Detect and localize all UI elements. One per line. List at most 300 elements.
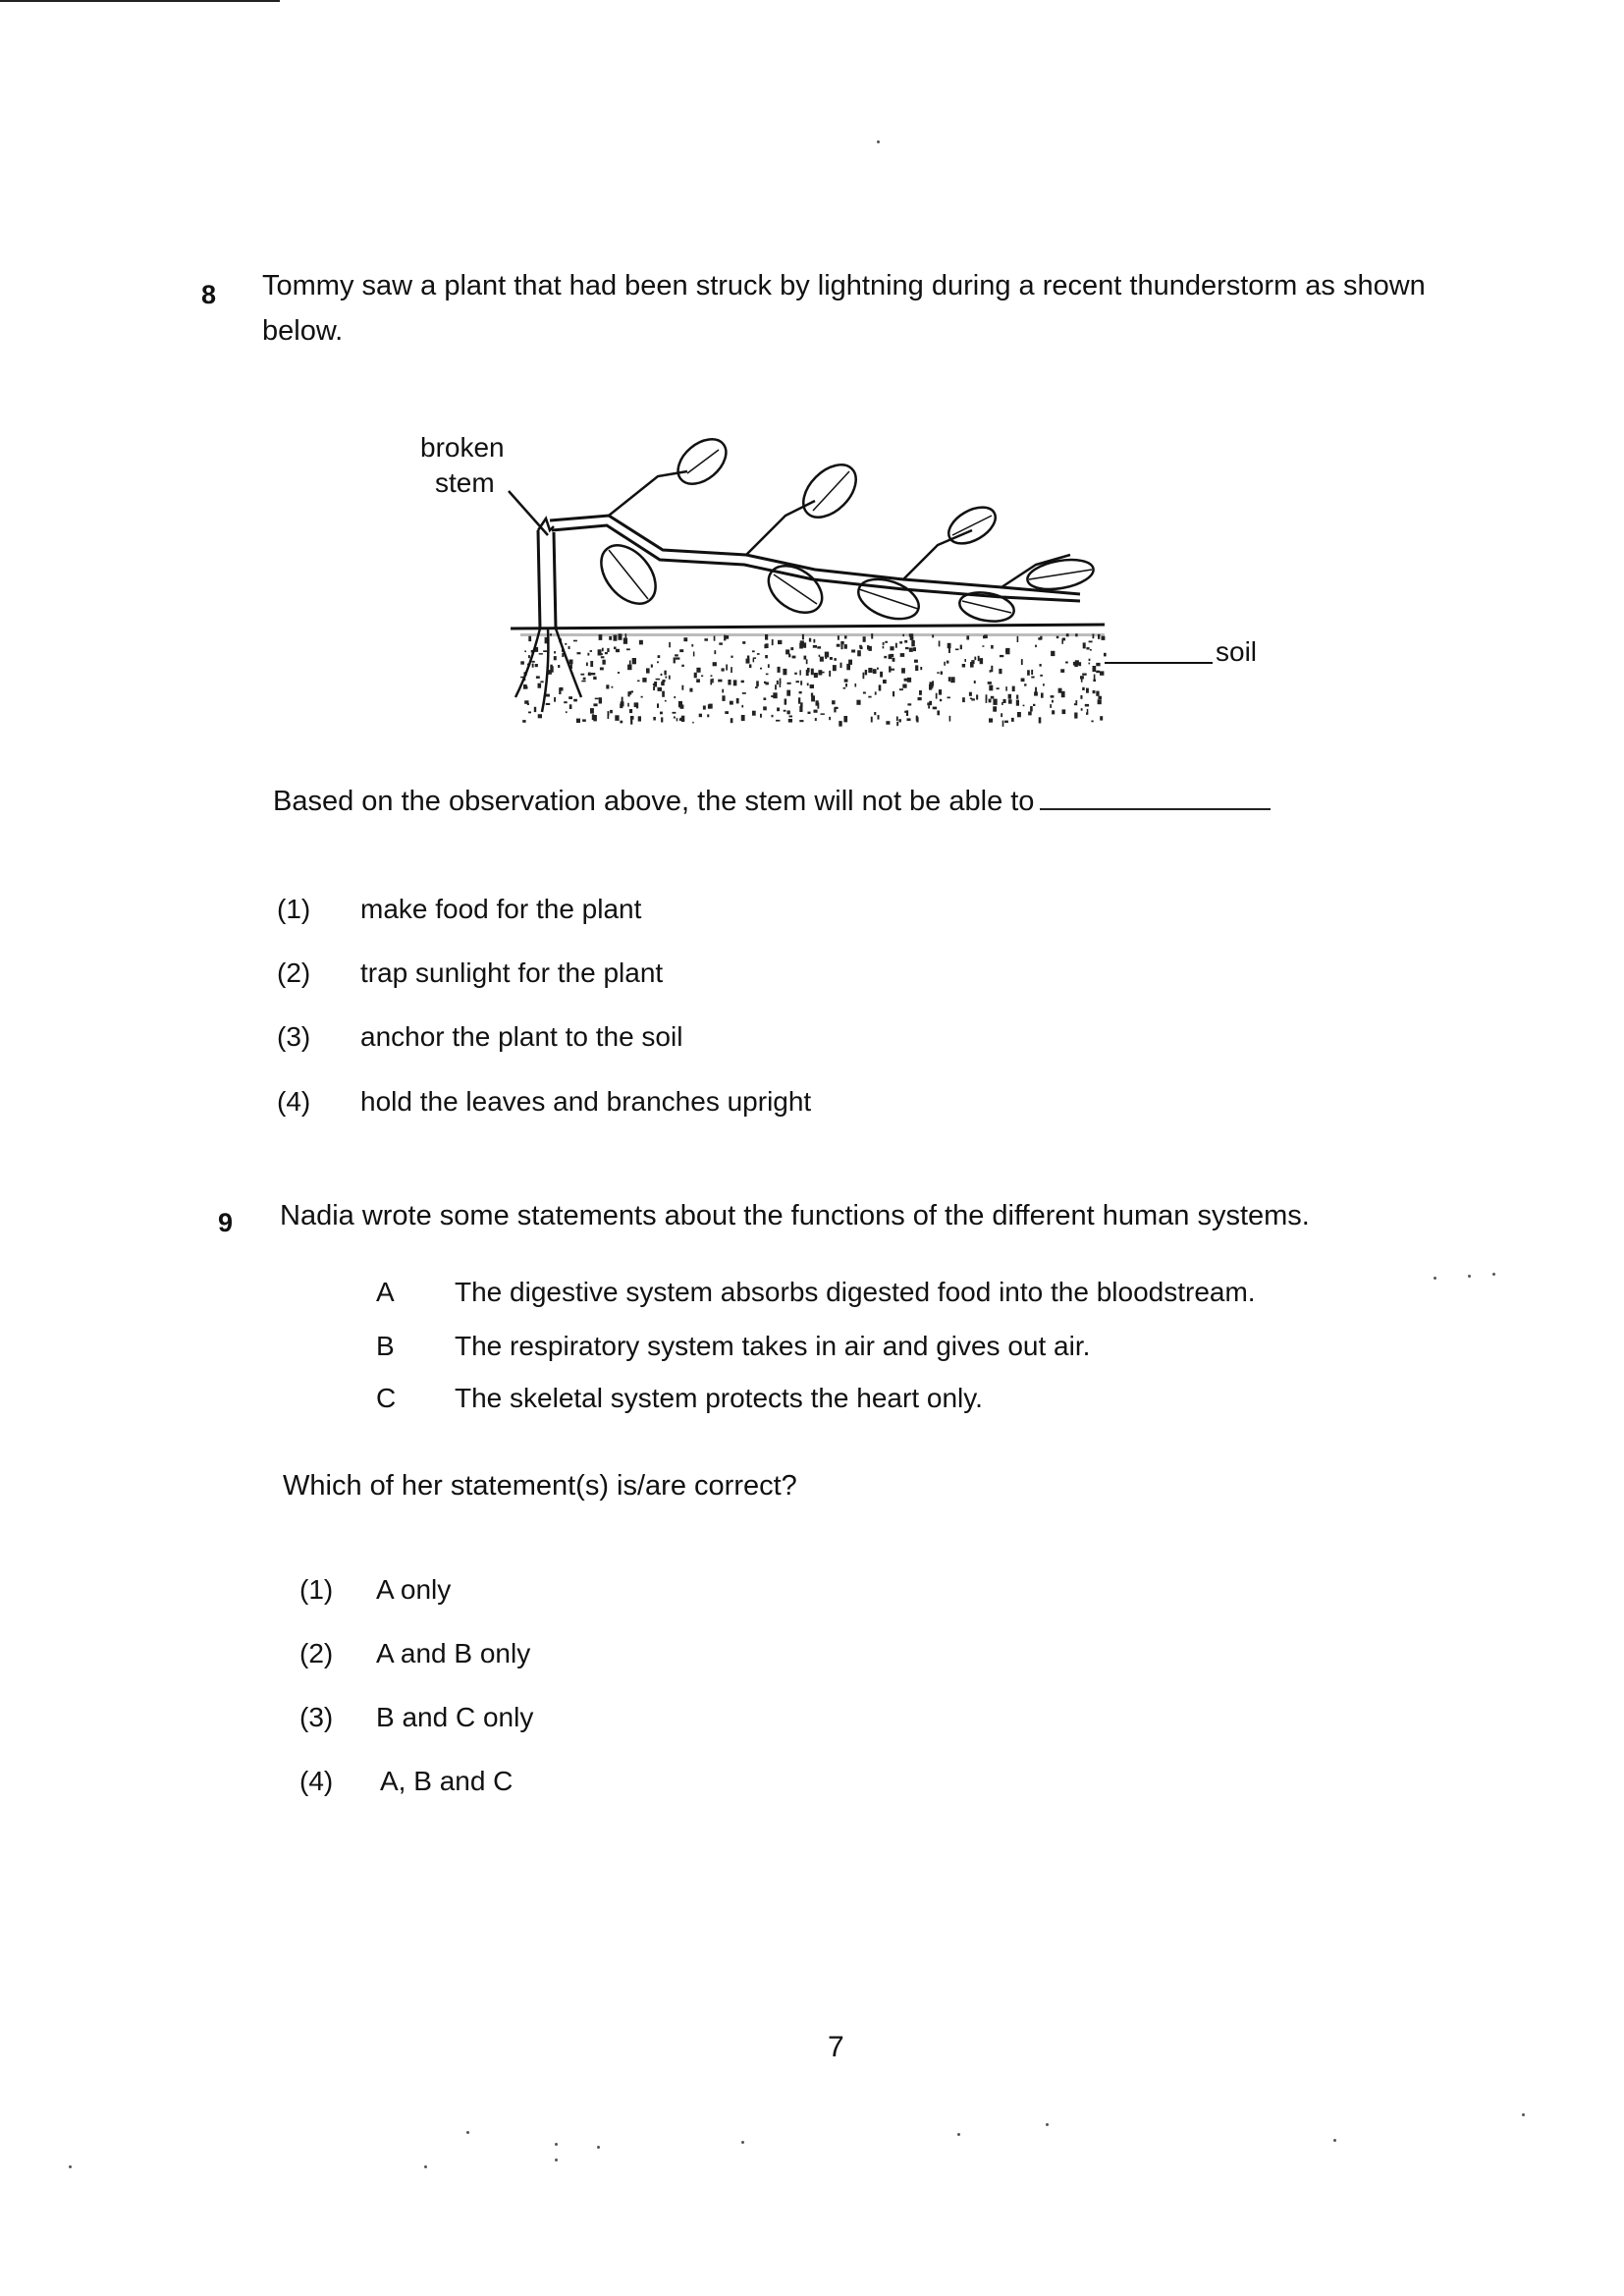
- statement-label: B: [376, 1331, 395, 1361]
- soil-grain: [1035, 687, 1037, 692]
- soil-grain: [674, 696, 676, 698]
- soil-grain: [664, 671, 666, 676]
- soil-grain: [815, 718, 817, 721]
- soil-grain: [821, 713, 825, 715]
- soil-grain: [878, 715, 880, 720]
- soil-grain: [834, 708, 836, 713]
- soil-grain: [1061, 691, 1065, 697]
- soil-grain: [899, 688, 903, 690]
- soil-grain: [1098, 634, 1100, 639]
- soil-grain: [783, 669, 786, 675]
- soil-grain: [1100, 671, 1104, 675]
- scan-speck: [69, 2165, 72, 2168]
- soil-grain: [807, 683, 809, 686]
- soil-grain: [988, 682, 992, 684]
- soil-grain: [841, 644, 843, 650]
- soil-grain: [538, 683, 542, 688]
- scan-speck: [555, 2159, 558, 2161]
- soil-grain: [877, 668, 879, 670]
- soil-grain: [1080, 695, 1082, 699]
- soil-grain: [696, 668, 700, 673]
- soil-grain: [618, 672, 620, 674]
- soil-grain: [846, 664, 850, 670]
- soil-grain: [990, 670, 992, 673]
- soil-grain: [616, 649, 620, 652]
- scan-speck: [877, 140, 880, 143]
- question-9-prompt: Which of her statement(s) is/are correct?: [283, 1470, 797, 1502]
- soil-grain: [1004, 721, 1008, 724]
- soil-grain: [722, 668, 725, 671]
- soil-grain: [871, 633, 873, 638]
- scan-speck: [1492, 1273, 1495, 1276]
- soil-grain: [1017, 636, 1019, 642]
- scan-speck: [1468, 1275, 1471, 1278]
- soil-grain: [1030, 706, 1033, 711]
- soil-grain: [896, 717, 898, 722]
- soil-grain: [1040, 664, 1042, 667]
- scan-speck: [424, 2165, 427, 2168]
- scan-speck: [1434, 1277, 1436, 1280]
- soil-grain: [637, 681, 639, 683]
- soil-grain: [692, 722, 694, 724]
- soil-grain: [620, 721, 623, 724]
- soil-grain: [590, 708, 594, 714]
- soil-grain: [904, 640, 907, 643]
- scan-speck: [466, 2131, 469, 2134]
- statement-label: C: [376, 1383, 397, 1413]
- soil-grain: [590, 650, 592, 652]
- soil-grain: [728, 680, 731, 685]
- page-number: 7: [828, 2031, 844, 2063]
- soil-grain: [1016, 695, 1018, 699]
- soil-grain: [993, 706, 997, 711]
- soil-grain: [580, 674, 584, 676]
- soil-grain: [1008, 694, 1011, 699]
- soil-grain: [601, 656, 605, 658]
- soil-grain: [599, 634, 603, 640]
- soil-grain: [821, 672, 824, 674]
- option-number: (1): [299, 1574, 334, 1605]
- soil-grain: [726, 665, 728, 671]
- soil-grain: [880, 672, 883, 678]
- soil-grain: [606, 684, 609, 688]
- soil-grain: [1098, 699, 1102, 704]
- soil-grain: [843, 687, 846, 689]
- soil-grain: [630, 716, 634, 720]
- soil-grain: [1075, 633, 1077, 636]
- soil-grain: [777, 708, 780, 712]
- soil-grain: [908, 678, 911, 681]
- soil-grain: [675, 654, 678, 656]
- soil-grain: [962, 664, 965, 668]
- soil-grain: [587, 653, 589, 656]
- figure-label-stem: stem: [435, 467, 495, 498]
- soil-grain: [868, 696, 871, 698]
- scan-speck: [741, 2141, 744, 2144]
- soil-grain: [528, 655, 530, 658]
- soil-grain: [792, 656, 796, 659]
- soil-grain: [997, 687, 1000, 689]
- soil-grain: [966, 635, 969, 639]
- soil-grain: [593, 703, 597, 706]
- soil-grain: [676, 657, 679, 659]
- soil-grain: [591, 673, 595, 675]
- soil-grain: [528, 636, 531, 641]
- soil-grain: [1001, 702, 1003, 705]
- soil-grain: [586, 663, 588, 667]
- soil-grain: [948, 647, 950, 653]
- soil-grain: [798, 697, 800, 703]
- soil-grain: [940, 699, 942, 701]
- soil-grain: [736, 698, 739, 703]
- soil-grain: [615, 715, 619, 721]
- soil-grain: [918, 697, 922, 700]
- soil-grain: [955, 649, 959, 651]
- soil-grain: [932, 634, 934, 637]
- soil-grain: [550, 633, 552, 635]
- soil-grain: [1012, 686, 1015, 692]
- soil-grain: [962, 697, 965, 702]
- broken-stem-plant-figure: [491, 432, 1237, 746]
- soil-grain: [1005, 686, 1007, 691]
- scan-speck: [597, 2146, 600, 2149]
- soil-grain: [642, 678, 646, 683]
- soil-grain: [813, 639, 815, 643]
- soil-grain: [808, 712, 811, 714]
- soil-grain: [753, 657, 756, 659]
- soil-grain: [725, 711, 729, 714]
- soil-grain: [919, 690, 922, 695]
- soil-grain: [622, 697, 623, 703]
- soil-grain: [1016, 700, 1019, 706]
- soil-grain: [760, 668, 762, 670]
- soil-grain: [543, 650, 547, 652]
- soil-grain: [904, 711, 906, 713]
- soil-grain: [764, 644, 766, 648]
- soil-grain: [704, 638, 708, 641]
- soil-grain: [609, 636, 612, 640]
- soil-grain: [1034, 691, 1038, 695]
- soil-grain: [540, 681, 543, 683]
- soil-grain: [691, 644, 693, 646]
- soil-grain: [863, 636, 866, 642]
- soil-grain: [809, 638, 811, 642]
- soil-grain: [607, 648, 609, 652]
- soil-grain: [638, 716, 641, 721]
- soil-grain: [742, 641, 745, 644]
- soil-grain: [911, 640, 915, 646]
- soil-grain: [651, 665, 653, 668]
- soil-grain: [569, 704, 572, 709]
- soil-grain: [749, 664, 752, 668]
- soil-grain: [689, 688, 692, 692]
- soil-grain: [699, 714, 702, 718]
- soil-grain: [928, 706, 930, 709]
- soil-grain: [970, 698, 972, 700]
- soil-grain: [937, 711, 940, 716]
- question-9-number: 9: [218, 1208, 234, 1237]
- soil-grain: [1075, 700, 1077, 703]
- soil-grain: [1052, 700, 1054, 703]
- soil-grain: [1033, 704, 1035, 706]
- option-number: (4): [299, 1766, 334, 1796]
- soil-grain: [879, 684, 882, 690]
- soil-grain: [731, 667, 732, 673]
- soil-grain: [875, 691, 877, 694]
- soil-grain: [1000, 655, 1003, 657]
- soil-grain: [810, 684, 814, 688]
- soil-grain: [573, 699, 577, 702]
- soil-grain: [619, 633, 623, 640]
- soil-grain: [1051, 651, 1055, 656]
- soil-grain: [598, 649, 602, 655]
- soil-grain: [528, 712, 531, 714]
- soil-grain: [539, 653, 543, 655]
- soil-grain: [989, 699, 992, 703]
- statement-text: The respiratory system takes in air and gives out air.: [455, 1331, 1091, 1361]
- soil-grain: [588, 673, 591, 676]
- soil-grain: [799, 670, 801, 675]
- soil-grain: [811, 669, 814, 676]
- soil-grain: [657, 703, 659, 708]
- answer-blank: [1040, 787, 1271, 810]
- soil-grain: [1056, 636, 1059, 639]
- soil-grain: [566, 711, 568, 713]
- soil-grain: [1027, 670, 1030, 676]
- soil-grain: [683, 637, 687, 641]
- soil-grain: [660, 712, 663, 715]
- figure-label-broken: broken: [420, 432, 505, 463]
- soil-grain: [522, 720, 525, 723]
- soil-grain: [1094, 675, 1096, 681]
- option-text: A and B only: [376, 1638, 531, 1668]
- soil-grain: [590, 661, 593, 667]
- soil-grain: [741, 715, 745, 721]
- soil-grain: [780, 683, 782, 687]
- soil-grain: [771, 695, 775, 697]
- soil-grain: [558, 665, 560, 668]
- soil-grain: [577, 652, 581, 654]
- soil-grain: [909, 633, 912, 636]
- soil-grain: [722, 695, 725, 701]
- soil-grain: [844, 679, 848, 682]
- soil-grain: [788, 719, 792, 723]
- soil-grain: [948, 677, 950, 682]
- soil-grain: [1090, 649, 1092, 651]
- soil-grain: [614, 635, 618, 641]
- soil-grain: [1096, 691, 1099, 696]
- soil-grain: [776, 720, 780, 722]
- soil-grain: [899, 641, 902, 643]
- soil-grain: [974, 657, 976, 661]
- soil-grain: [527, 703, 529, 705]
- soil-grain: [1024, 683, 1026, 685]
- soil-grain: [1089, 641, 1093, 643]
- soil-grain: [787, 711, 790, 715]
- soil-grain: [802, 634, 804, 640]
- soil-grain: [626, 648, 630, 650]
- soil-grain: [883, 680, 887, 683]
- soil-grain: [532, 661, 535, 663]
- option-text: A only: [376, 1574, 452, 1605]
- soil-grain: [1052, 710, 1055, 714]
- soil-grain: [825, 652, 829, 658]
- soil-grain: [829, 671, 831, 677]
- soil-grain: [800, 702, 803, 707]
- soil-grain: [1081, 679, 1083, 682]
- soil-grain: [895, 643, 897, 648]
- soil-grain: [800, 681, 802, 685]
- soil-grain: [1098, 696, 1102, 699]
- soil-grain: [669, 676, 671, 680]
- soil-grain: [1011, 718, 1014, 722]
- soil-grain: [1003, 699, 1006, 703]
- soil-grain: [1083, 642, 1086, 648]
- statement-text: The skeletal system protects the heart only.: [455, 1383, 983, 1413]
- soil-grain: [867, 645, 869, 649]
- soil-grain: [629, 709, 632, 713]
- soil-grain: [752, 711, 756, 716]
- soil-grain: [844, 635, 847, 638]
- soil-grain: [524, 686, 527, 689]
- soil-grain: [520, 661, 524, 664]
- soil-grain: [839, 721, 841, 727]
- soil-grain: [710, 679, 712, 684]
- soil-grain: [1023, 705, 1025, 707]
- soil-grain: [817, 646, 821, 648]
- soil-grain: [1086, 647, 1089, 649]
- soil-grain: [680, 718, 684, 721]
- soil-grain: [840, 663, 842, 668]
- soil-grain: [845, 683, 847, 687]
- soil-grain: [832, 700, 836, 704]
- soil-grain: [901, 668, 905, 673]
- soil-grain: [1096, 663, 1100, 666]
- soil-grain: [1074, 713, 1077, 719]
- soil-grain: [524, 650, 526, 652]
- soil-grain: [602, 660, 605, 665]
- soil-grain: [1031, 670, 1033, 675]
- soil-grain: [629, 691, 631, 695]
- soil-grain: [907, 703, 911, 705]
- soil-grain: [944, 662, 946, 666]
- soil-grain: [1021, 659, 1023, 665]
- soil-grain: [592, 714, 594, 720]
- soil-grain: [844, 644, 847, 649]
- soil-grain: [694, 673, 697, 679]
- soil-grain: [599, 697, 602, 703]
- soil-grain: [885, 641, 888, 643]
- option-text: make food for the plant: [360, 894, 642, 924]
- soil-grain: [863, 692, 866, 694]
- soil-grain: [874, 712, 876, 715]
- soil-grain: [1082, 687, 1085, 690]
- soil-grain: [789, 716, 793, 718]
- statement-label: A: [376, 1277, 395, 1307]
- soil-grain: [661, 717, 663, 722]
- soil-grain: [696, 679, 700, 683]
- soil-grain: [960, 645, 962, 650]
- soil-grain: [772, 639, 774, 645]
- soil-grain: [641, 696, 643, 698]
- soil-grain: [713, 662, 717, 666]
- soil-grain: [658, 687, 663, 691]
- soil-grain: [629, 660, 631, 665]
- scan-speck: [555, 2143, 558, 2146]
- soil-grain: [764, 697, 767, 700]
- soil-grain: [1062, 709, 1066, 714]
- soil-grain: [905, 647, 909, 649]
- soil-grain: [976, 694, 978, 699]
- soil-grain: [746, 659, 750, 664]
- soil-grain: [1028, 712, 1032, 716]
- option-text: B and C only: [376, 1702, 534, 1732]
- soil-grain: [838, 635, 839, 640]
- soil-grain: [993, 699, 997, 705]
- soil-grain: [722, 689, 724, 693]
- soil-grain: [595, 698, 599, 700]
- soil-grain: [768, 664, 770, 668]
- soil-grain: [1040, 636, 1042, 640]
- soil-grain: [813, 645, 817, 648]
- soil-grain: [814, 710, 818, 713]
- soil-grain: [794, 673, 797, 675]
- soil-grain: [883, 642, 885, 645]
- soil-grain: [814, 673, 818, 678]
- soil-grain: [914, 660, 918, 663]
- soil-grain: [546, 703, 551, 705]
- soil-grain: [756, 681, 759, 686]
- soil-grain: [1093, 634, 1095, 639]
- soil-grain: [775, 684, 777, 689]
- soil-grain: [1085, 704, 1089, 707]
- soil-grain: [920, 667, 922, 670]
- soil-grain: [625, 633, 627, 638]
- soil-grain: [709, 704, 713, 709]
- soil-grain: [904, 679, 908, 682]
- soil-grain: [733, 680, 737, 685]
- soil-grain: [614, 647, 617, 650]
- soil-grain: [568, 646, 570, 649]
- soil-grain: [600, 668, 604, 671]
- soil-grain: [1073, 662, 1075, 666]
- soil-grain: [534, 707, 536, 712]
- soil-grain: [1074, 703, 1077, 705]
- soil-grain: [778, 667, 781, 673]
- soil-grain: [764, 682, 766, 683]
- soil-grain: [785, 649, 789, 654]
- soil-grain: [868, 668, 872, 673]
- soil-grain: [1017, 712, 1021, 717]
- soil-grain: [583, 678, 586, 681]
- soil-grain: [1104, 653, 1107, 657]
- soil-grain: [909, 648, 913, 652]
- soil-grain: [893, 691, 894, 696]
- soil-grain: [576, 719, 580, 723]
- soil-grain: [890, 654, 893, 657]
- soil-grain: [653, 717, 656, 721]
- soil-grain: [1096, 671, 1100, 674]
- option-number: (3): [299, 1702, 334, 1732]
- soil-grain: [930, 682, 934, 687]
- soil-grain: [830, 657, 833, 660]
- soil-grain: [538, 714, 542, 718]
- option-text: hold the leaves and branches upright: [360, 1086, 812, 1117]
- soil-grain: [856, 700, 860, 705]
- soil-grain: [799, 643, 803, 649]
- option-number: (4): [277, 1086, 311, 1117]
- soil-grain: [703, 706, 706, 710]
